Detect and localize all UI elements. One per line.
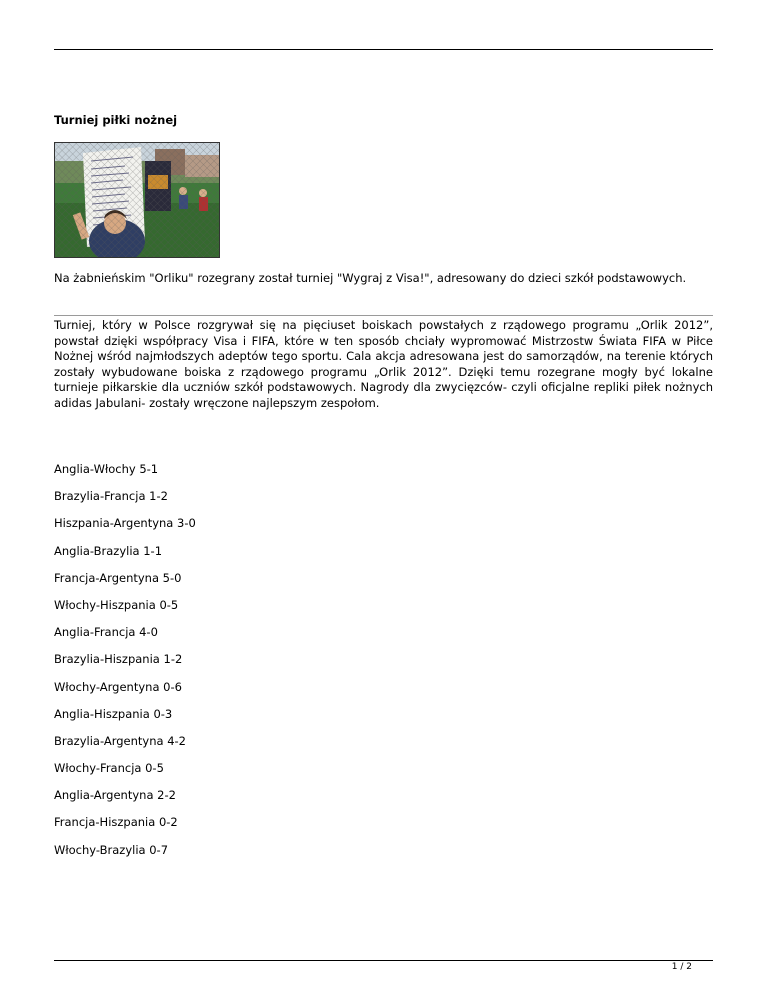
top-rule [54, 49, 713, 50]
result-item: Włochy-Francja 0-5 [54, 761, 164, 776]
result-item: Włochy-Brazylia 0-7 [54, 842, 169, 857]
result-item: Hiszpania-Argentyna 3-0 [54, 516, 196, 531]
result-item: Brazylia-Francja 1-2 [54, 489, 168, 504]
result-item: Brazylia-Argentyna 4-2 [54, 733, 186, 748]
section-rule [54, 315, 713, 316]
results-list [54, 456, 196, 864]
result-item: Anglia-Brazylia 1-1 [54, 543, 163, 558]
result-item: Francja-Argentyna 5-0 [54, 570, 182, 585]
result-item: Francja-Hiszpania 0-2 [54, 815, 178, 830]
article-photo [54, 142, 220, 258]
result-item: Włochy-Hiszpania 0-5 [54, 597, 179, 612]
article-title: Turniej piłki nożnej [54, 113, 178, 127]
page-number: 1 / 2 [671, 962, 692, 972]
article-intro: Na żabnieńskim "Orliku" rozegrany został turniej "Wygraj z Visa!", adresowany do dzieci szkół podstawowych. [54, 271, 687, 285]
result-item: Anglia-Argentyna 2-2 [54, 788, 176, 803]
bottom-rule [54, 960, 713, 961]
result-item: Anglia-Francja 4-0 [54, 625, 158, 640]
result-item: Anglia-Hiszpania 0-3 [54, 706, 173, 721]
result-item: Brazylia-Hiszpania 1-2 [54, 652, 183, 667]
result-item: Włochy-Argentyna 0-6 [54, 679, 182, 694]
article-body: Turniej, który w Polsce rozgrywał się na pięciuset boiskach powstałych z rządowego programu „Orlik 2012”, powstał dzięki współpracy Visa i FIFA, które w ten sposób chciały wypromować Mistrzostw Świata FIFA w Piłce Nożnej wśród najmłodszych adeptów tego sportu. Cala akcja adresowana jest do samorządów, na terenie których zostały wybudowane boiska z rządowego programu „Orlik 2012”. Dzięki temu rozegrane mogły być lokalne turnieje piłkarskie dla uczniów szkół podstawowych. Nagrody dla zwycięzców- czyli oficjalne repliki piłek nożnych adidas Jabulani- zostały wręczone najlepszym zespołom. [54, 318, 713, 410]
result-item: Anglia-Włochy 5-1 [54, 462, 159, 476]
